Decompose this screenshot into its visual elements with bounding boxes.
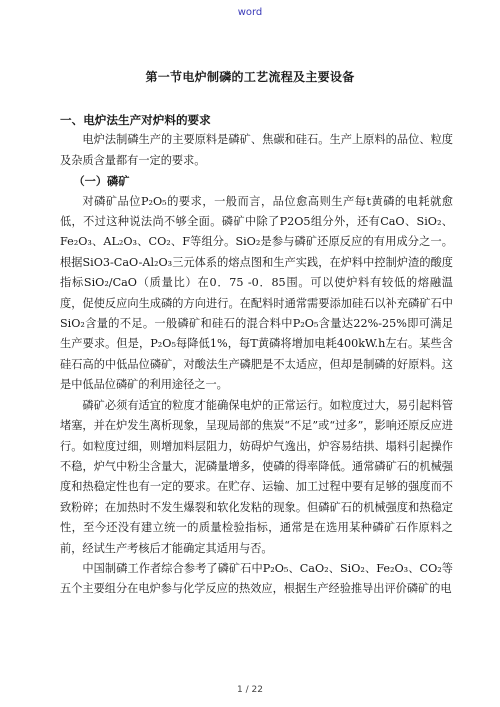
page-number: 1 / 22 (237, 685, 263, 695)
intro-paragraph: 电炉法制磷生产的主要原料是磷矿、焦碳和硅石。生产上原料的品位、粒度及杂质含量都有一定的要求。 (60, 133, 453, 167)
page-header-label: word (237, 7, 263, 18)
body-paragraph-1: 对磷矿品位P₂O₅的要求，一般而言，品位愈高则生产每t黄磷的电耗就愈低，不过这种说法尚不够全面。磷矿中除了P2O5组分外，还有CaO、SiO₂、Fe₂O₃、AL₂O₃、CO₂、F等组分。SiO₂是参与磷矿还原反应的有用成分之一。根据SiO3-CaO-Al₂O₃三元体系的熔点图和生产实践，在炉料中控制炉渣的酸度指标SiO₂/CaO（质量比）在0．75 -0．85围。可以使炉料有较低的熔融温度，促使反应向生成磷的方向进行。在配料时通常需要添加硅石以补充磷矿石中SiO₂含量的不足。一般磷矿和硅石的混合料中P₂O₅含量达22%-25%即可满足生产要求。但是，P₂O₅每降低1%，每T黄磷将增加电耗400kW.h左右。某些含硅石高的中低品位磷矿，对酸法生产磷肥是不太适应，但却是制磷的好原料。这是中低品位磷矿的利用途径之一。 (60, 194, 453, 392)
document-body (60, 110, 453, 600)
section-heading: 一、电炉法生产对炉料的要求 (60, 113, 211, 127)
body-paragraph-2: 磷矿必须有适宜的粒度才能确保电炉的正常运行。如粒度过大，易引起料管堵塞，并在炉发生离析现象，呈现局部的焦炭“不足”或“过多”，影响还原反应进行。如粒度过细，则增加料层阻力，妨碍炉气逸出，炉容易结拱、塌料引起操作不稳，炉气中粉尘含量大，泥磷量增多，使磷的得率降低。通常磷矿石的机械强度和热稳定性也有一定的要求。在贮存、运输、加工过程中要有足够的强度而不致粉碎；在加热时不发生爆裂和软化发粘的现象。但磷矿石的机械强度和热稳定性，至今还没有建立统一的质量检验指标，通常是在选用某种磷矿石作原料之前，经试生产考核后才能确定其适用与否。 (60, 398, 453, 555)
body-paragraph-3: 中国制磷工作者综合参考了磷矿石中P₂O₅、CaO₂、SiO₂、Fe₂O₃、CO₂等五个主要组分在电炉参与化学反应的热效应，根据生产经验推导出评价磷矿的电 (60, 561, 453, 596)
subsection-heading: （一）磷矿 (73, 174, 130, 189)
page-title: 第一节电炉制磷的工艺流程及主要设备 (145, 70, 355, 84)
